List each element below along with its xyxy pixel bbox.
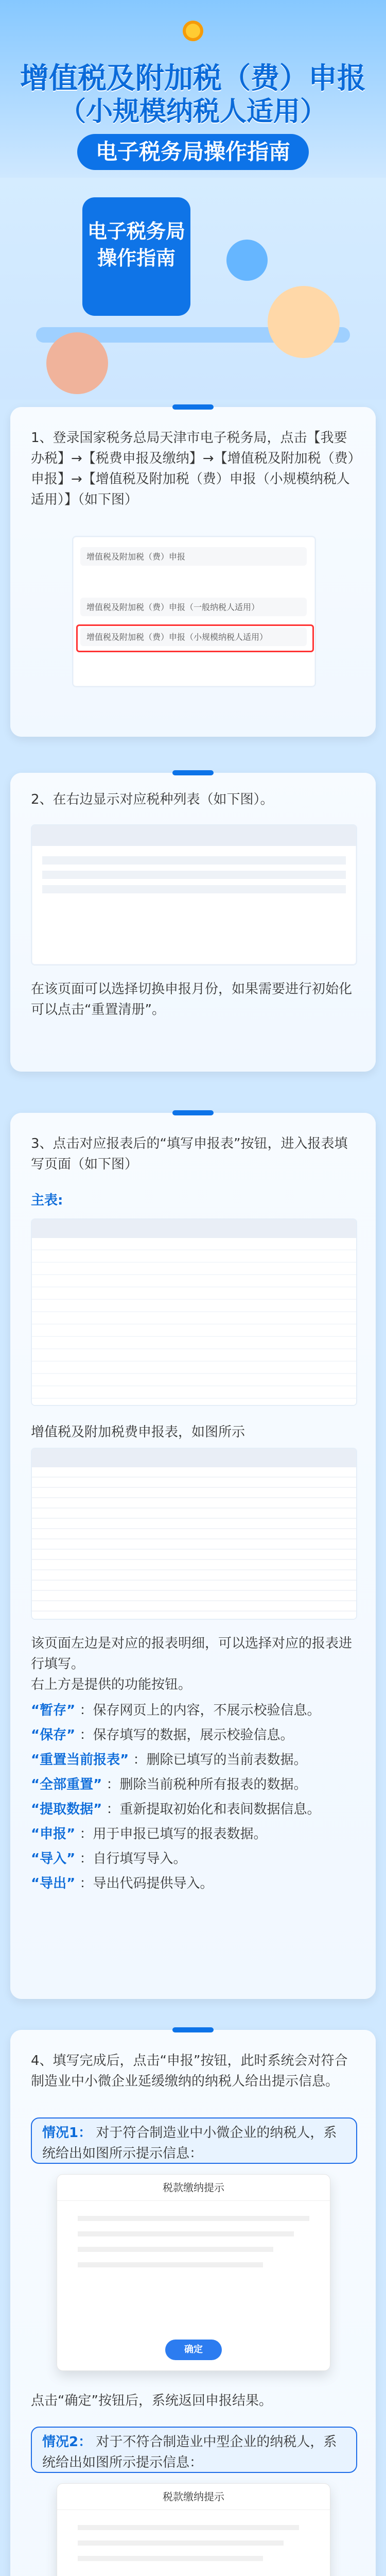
case-2-box	[31, 2427, 357, 2473]
menu-row	[80, 547, 307, 566]
confirm-button[interactable]: 确定	[165, 2340, 222, 2360]
text-line	[78, 2216, 309, 2221]
tax-prompt-popup	[57, 2174, 330, 2371]
menu-item-1[interactable]: 增值税及附加税（费）申报	[86, 552, 186, 562]
screenshot-header	[32, 825, 356, 846]
subtitle-pill: 电子税务局操作指南	[77, 134, 309, 170]
text-line	[78, 2540, 284, 2546]
section-4-step: 4、填写完成后，点击“申报”按钮，此时系统会对符合制造业中小微企业延缓缴纳的纳税人给出提示信息。	[31, 2053, 348, 2089]
screenshot-header	[32, 1219, 356, 1238]
popup-title: 税款缴纳提示	[57, 2175, 330, 2201]
function-text: ：保存填写的数据，展示校验信息。	[79, 1727, 294, 1743]
case-1-after: 点击“确定”按钮后，系统返回申报结果。	[31, 2393, 272, 2409]
page-title-line2: （小规模纳税人适用）	[59, 96, 327, 127]
function-key: “提取数据”	[31, 1802, 102, 1817]
person-icon	[46, 332, 108, 394]
function-text: ：保存网页上的内容，不展示校验信息。	[79, 1703, 321, 1718]
function-key: “暂存”	[31, 1703, 76, 1718]
functions-list	[31, 1700, 355, 1898]
row-bar	[42, 856, 346, 865]
function-row	[31, 1824, 355, 1849]
function-row	[31, 1799, 355, 1824]
divider	[172, 770, 214, 775]
divider	[172, 2027, 214, 2032]
case-2-title: 情况2：	[42, 2434, 92, 2450]
function-row	[31, 1849, 355, 1873]
function-key: “申报”	[31, 1826, 76, 1842]
text-line	[78, 2525, 299, 2530]
section-4-card	[10, 2030, 376, 2576]
main-table-label: 主表:	[31, 1193, 63, 1208]
guide-board	[82, 197, 190, 316]
function-key: “全部重置”	[31, 1777, 102, 1792]
attachment-label: 增值税及附加税费申报表，如图所示	[31, 1425, 245, 1440]
menu-row	[80, 598, 307, 616]
case-1-box	[31, 2117, 357, 2164]
section-2-card	[10, 773, 376, 1072]
function-text: ：删除当前税种所有报表的数据。	[106, 1777, 307, 1792]
menu-screenshot	[72, 536, 316, 687]
table-grid	[32, 1238, 356, 1405]
divider	[172, 404, 214, 410]
section-2-desc: 在该页面可以选择切换申报月份，如果需要进行初始化可以点击“重置清册”。	[31, 981, 353, 1018]
section-3-step: 3、点击对应报表后的“填写申报表”按钮，进入报表填写页面（如下图）	[31, 1136, 348, 1172]
function-row	[31, 1700, 355, 1725]
attachment-screenshot	[31, 1448, 357, 1620]
page-title-line1: 增值税及附加税（费）申报	[20, 62, 366, 95]
section-3-card	[10, 1113, 376, 1999]
function-row	[31, 1873, 355, 1898]
screenshot-header	[32, 1449, 356, 1467]
case-2-text: 对于不符合制造业中型企业的纳税人，系统给出如图所示提示信息：	[42, 2434, 337, 2470]
function-row	[31, 1750, 355, 1774]
text-line	[78, 2556, 263, 2561]
function-text: ：自行填写导入。	[79, 1851, 187, 1867]
function-text: ：用于申报已填写的报表数据。	[79, 1826, 267, 1842]
text-line	[78, 2247, 273, 2252]
function-key: “导入”	[31, 1851, 76, 1867]
emblem-icon	[183, 21, 203, 41]
function-key: “保存”	[31, 1727, 76, 1743]
function-text: ：重新提取初始化和表间数据信息。	[106, 1802, 321, 1817]
section-1-card	[10, 407, 376, 737]
popup-title: 税款缴纳提示	[57, 2484, 330, 2510]
case-1-text: 对于符合制造业中小微企业的纳税人，系统给出如图所示提示信息：	[42, 2125, 337, 2161]
board-line2: 操作指南	[97, 247, 176, 269]
main-table-screenshot	[31, 1218, 357, 1406]
case-1-title: 情况1：	[42, 2125, 92, 2141]
bubble-icon	[226, 240, 268, 281]
divider	[172, 1110, 214, 1115]
hero-illustration	[0, 178, 386, 399]
section-2-step: 2、在右边显示对应税种列表（如下图）。	[31, 792, 274, 807]
table-grid	[32, 1467, 356, 1619]
section-1-text: 1、登录国家税务总局天津市电子税务局，点击【我要办税】→【税费申报及缴纳】→【增值税及附加税（费）申报】→【增值税及附加税（费）申报（小规模纳税人适用）】（如下图）	[31, 430, 355, 507]
menu-item-3[interactable]: 增值税及附加税（费）申报（小规模纳税人适用）	[86, 632, 268, 642]
row-bar	[42, 885, 346, 893]
section-3-desc-2: 右上方是提供的功能按钮。	[31, 1677, 192, 1692]
function-row	[31, 1725, 355, 1750]
section-3-desc: 该页面左边是对应的报表明细，可以选择对应的报表进行填写。	[31, 1636, 353, 1672]
row-bar	[42, 871, 346, 879]
tax-list-screenshot	[31, 824, 357, 965]
text-line	[78, 2231, 294, 2236]
menu-item-2[interactable]: 增值税及附加税（费）申报（一般纳税人适用）	[86, 602, 260, 612]
function-key: “重置当前报表”	[31, 1752, 129, 1768]
tax-prompt-popup-2	[57, 2483, 330, 2576]
text-line	[78, 2262, 263, 2267]
person-icon	[268, 286, 340, 358]
function-text: ：删除已填写的当前表数据。	[133, 1752, 307, 1768]
function-text: ：导出代码提供导入。	[79, 1876, 214, 1891]
function-row	[31, 1774, 355, 1799]
function-key: “导出”	[31, 1876, 76, 1891]
highlight-box	[76, 624, 314, 652]
board-line1: 电子税务局	[87, 220, 185, 243]
